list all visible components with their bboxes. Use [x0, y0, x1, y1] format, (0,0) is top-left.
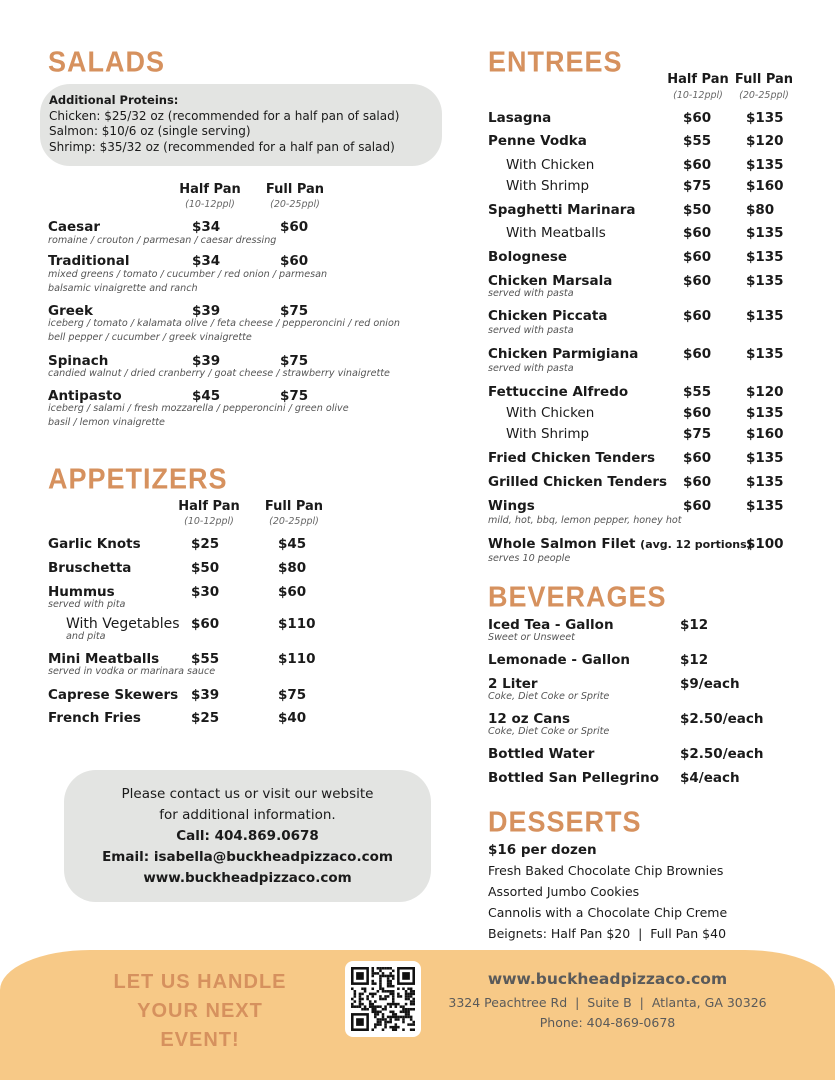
entrees-half-pan-header: Half Pan [667, 72, 729, 87]
salad-full-price: $75 [280, 388, 309, 404]
salad-item-name: Caesar [48, 219, 100, 235]
salad-item-name: Spinach [48, 353, 109, 369]
dessert-item: Cannolis with a Chocolate Chip Creme [488, 905, 728, 920]
footer-address: 3324 Peachtree Rd | Suite B | Atlanta, GA 30326 [448, 995, 767, 1010]
qr-code-icon[interactable] [345, 961, 421, 1037]
entree-half-price: $60 [683, 225, 712, 241]
entrees-full-pan-serves: (20-25ppl) [739, 90, 789, 101]
salmon-note: (avg. 12 portions) [640, 538, 752, 551]
appetizer-full-price: $110 [278, 616, 316, 632]
beverage-item-name: Iced Tea - Gallon [488, 617, 614, 633]
beverage-price: $2.50/each [680, 711, 764, 727]
beverage-description: Coke, Diet Coke or Sprite [488, 691, 610, 702]
desserts-heading: DESSERTS [488, 806, 642, 838]
desserts-price: $16 per dozen [488, 842, 597, 858]
entree-full-price: $135 [746, 273, 784, 289]
entree-full-price: $135 [746, 450, 784, 466]
entree-description: served with pasta [488, 325, 574, 336]
entree-half-price: $50 [683, 202, 712, 218]
entree-full-price: $135 [746, 308, 784, 324]
additional-proteins-box [40, 84, 442, 166]
entree-half-price: $60 [683, 346, 712, 362]
entree-item-name: Chicken Piccata [488, 308, 608, 324]
salad-half-price: $34 [192, 253, 221, 269]
salad-half-price: $45 [192, 388, 221, 404]
entree-item-name: Fettuccine Alfredo [488, 384, 629, 400]
entree-half-price: $55 [683, 133, 712, 149]
entree-item-name: Lasagna [488, 110, 552, 126]
entree-half-price: $60 [683, 273, 712, 289]
salad-description: mixed greens / tomato / cucumber / red onion / parmesan [48, 269, 328, 280]
salad-description: iceberg / salami / fresh mozzarella / pepperoncini / green olive [48, 403, 349, 414]
qr-code-graphic [351, 967, 415, 1031]
entree-half-price: $60 [683, 498, 712, 514]
entree-item-name: With Chicken [506, 157, 595, 173]
salad-description: romaine / crouton / parmesan / caesar dressing [48, 235, 277, 246]
appetizer-half-price: $30 [191, 584, 220, 600]
appetizer-item-name: Hummus [48, 584, 115, 600]
appetizer-half-price: $60 [191, 616, 220, 632]
protein-line: Shrimp: $35/32 oz (recommended for a half pan of salad) [49, 139, 395, 154]
entree-full-price: $135 [746, 225, 784, 241]
salad-item-name: Antipasto [48, 388, 122, 404]
appetizer-description: served in vodka or marinara sauce [48, 666, 216, 677]
entree-half-price: $60 [683, 308, 712, 324]
salad-description: bell pepper / cucumber / greek vinaigrette [48, 332, 252, 343]
salad-full-price: $60 [280, 253, 309, 269]
appetizer-item-name: French Fries [48, 710, 141, 726]
beverage-item-name: Bottled Water [488, 746, 595, 762]
appetizers-full-pan-header: Full Pan [264, 499, 324, 514]
contact-line: Please contact us or visit our website [121, 786, 374, 802]
salad-description: candied walnut / dried cranberry / goat cheese / strawberry vinaigrette [48, 368, 390, 379]
appetizer-half-price: $55 [191, 651, 220, 667]
beverage-price: $9/each [680, 676, 740, 692]
entree-item-name: Chicken Parmigiana [488, 346, 639, 362]
footer-tagline [100, 968, 300, 1055]
appetizer-item-name: Caprese Skewers [48, 687, 179, 703]
beverage-price: $2.50/each [680, 746, 764, 762]
entree-description: served with pasta [488, 288, 574, 299]
salads-half-pan-serves: (10-12ppl) [185, 199, 235, 210]
salad-full-price: $75 [280, 353, 309, 369]
entrees-heading: ENTREES [488, 46, 623, 78]
beverage-price: $12 [680, 617, 709, 633]
entrees-half-pan-serves: (10-12ppl) [673, 90, 723, 101]
beverage-item-name: Bottled San Pellegrino [488, 770, 660, 786]
entree-full-price: $135 [746, 346, 784, 362]
salad-item-name: Traditional [48, 253, 130, 269]
salad-full-price: $75 [280, 303, 309, 319]
entree-item-name: With Chicken [506, 405, 595, 421]
entree-item-name: Fried Chicken Tenders [488, 450, 656, 466]
appetizer-item-name: Mini Meatballs [48, 651, 160, 667]
salads-full-pan-header: Full Pan [265, 182, 325, 197]
dessert-item: Assorted Jumbo Cookies [488, 884, 640, 899]
appetizer-item-name: With Vegetables [66, 616, 180, 632]
dessert-item: Fresh Baked Chocolate Chip Brownies [488, 863, 724, 878]
appetizer-full-price: $75 [278, 687, 307, 703]
contact-email[interactable]: Email: isabella@buckheadpizzaco.com [102, 849, 393, 865]
entree-full-price: $135 [746, 249, 784, 265]
salad-description: basil / lemon vinaigrette [48, 417, 165, 428]
beverage-description: Sweet or Unsweet [488, 632, 575, 643]
salad-half-price: $39 [192, 303, 221, 319]
appetizer-half-price: $39 [191, 687, 220, 703]
entree-item-name: With Meatballs [506, 225, 606, 241]
beverages-heading: BEVERAGES [488, 581, 667, 613]
appetizers-half-pan-serves: (10-12ppl) [184, 516, 234, 527]
entree-full-price: $135 [746, 474, 784, 490]
entree-half-price: $60 [683, 110, 712, 126]
salad-description: balsamic vinaigrette and ranch [48, 283, 198, 294]
entree-full-price: $160 [746, 426, 784, 442]
entree-half-price: $60 [683, 474, 712, 490]
entree-full-price: $135 [746, 110, 784, 126]
salad-full-price: $60 [280, 219, 309, 235]
entree-full-price: $120 [746, 133, 784, 149]
appetizers-heading: APPETIZERS [48, 463, 228, 495]
salmon-description: serves 10 people [488, 553, 571, 564]
entrees-full-pan-header: Full Pan [734, 72, 794, 87]
entree-item-name: With Shrimp [506, 426, 590, 442]
tagline-line: LET US HANDLE [113, 971, 287, 993]
entree-full-price: $135 [746, 405, 784, 421]
appetizer-full-price: $45 [278, 536, 307, 552]
salads-full-pan-serves: (20-25ppl) [270, 199, 320, 210]
entree-item-name: Spaghetti Marinara [488, 202, 636, 218]
entree-full-price: $135 [746, 157, 784, 173]
entree-half-price: $75 [683, 426, 712, 442]
entree-half-price: $55 [683, 384, 712, 400]
entree-full-price: $80 [746, 202, 775, 218]
salads-half-pan-header: Half Pan [179, 182, 241, 197]
salmon-item [488, 536, 752, 553]
entree-item-name: With Shrimp [506, 178, 590, 194]
protein-line: Salmon: $10/6 oz (single serving) [49, 124, 251, 138]
salads-heading: SALADS [48, 46, 166, 78]
entree-description: mild, hot, bbq, lemon pepper, honey hot [488, 515, 682, 526]
entree-half-price: $60 [683, 157, 712, 173]
entree-item-name: Grilled Chicken Tenders [488, 474, 668, 490]
proteins-title: Additional Proteins: [49, 93, 179, 107]
dessert-item: Beignets: Half Pan $20 | Full Pan $40 [488, 926, 727, 941]
entree-half-price: $60 [683, 450, 712, 466]
salmon-name: Whole Salmon Filet [488, 536, 636, 552]
appetizer-full-price: $60 [278, 584, 307, 600]
footer-website[interactable]: www.buckheadpizzaco.com [487, 970, 728, 988]
appetizer-half-price: $25 [191, 710, 220, 726]
entree-half-price: $60 [683, 405, 712, 421]
beverage-item-name: Lemonade - Gallon [488, 652, 630, 668]
entree-description: served with pasta [488, 363, 574, 374]
salad-item-name: Greek [48, 303, 94, 319]
salad-description: iceberg / tomato / kalamata olive / feta cheese / pepperoncini / red onion [48, 318, 400, 329]
beverage-item-name: 2 Liter [488, 676, 538, 692]
appetizer-half-price: $25 [191, 536, 220, 552]
salad-half-price: $34 [192, 219, 221, 235]
beverage-price: $4/each [680, 770, 740, 786]
entree-item-name: Penne Vodka [488, 133, 587, 149]
footer-phone: Phone: 404-869-0678 [539, 1015, 676, 1030]
appetizer-item-name: Garlic Knots [48, 536, 141, 552]
salad-half-price: $39 [192, 353, 221, 369]
appetizer-item-name: Bruschetta [48, 560, 132, 576]
appetizer-description: served with pita [48, 599, 126, 610]
protein-line: Chicken: $25/32 oz (recommended for a half pan of salad) [49, 108, 400, 123]
entree-half-price: $75 [683, 178, 712, 194]
entree-item-name: Bolognese [488, 249, 568, 265]
appetizer-full-price: $40 [278, 710, 307, 726]
entree-item-name: Chicken Marsala [488, 273, 613, 289]
beverage-price: $12 [680, 652, 709, 668]
entree-full-price: $135 [746, 498, 784, 514]
appetizer-full-price: $80 [278, 560, 307, 576]
contact-website[interactable]: www.buckheadpizzaco.com [143, 870, 352, 886]
beverage-item-name: 12 oz Cans [488, 711, 570, 727]
entree-item-name: Wings [488, 498, 535, 514]
entree-half-price: $60 [683, 249, 712, 265]
beverage-description: Coke, Diet Coke or Sprite [488, 726, 610, 737]
entree-full-price: $120 [746, 384, 784, 400]
contact-phone[interactable]: Call: 404.869.0678 [176, 828, 319, 844]
tagline-line: YOUR NEXT EVENT! [137, 1000, 263, 1051]
entree-full-price: $160 [746, 178, 784, 194]
salmon-price: $100 [746, 536, 784, 552]
appetizers-half-pan-header: Half Pan [178, 499, 240, 514]
appetizers-full-pan-serves: (20-25ppl) [269, 516, 319, 527]
contact-box [64, 770, 431, 902]
appetizer-full-price: $110 [278, 651, 316, 667]
contact-line: for additional information. [159, 807, 336, 823]
appetizer-description: and pita [66, 631, 106, 642]
appetizer-half-price: $50 [191, 560, 220, 576]
